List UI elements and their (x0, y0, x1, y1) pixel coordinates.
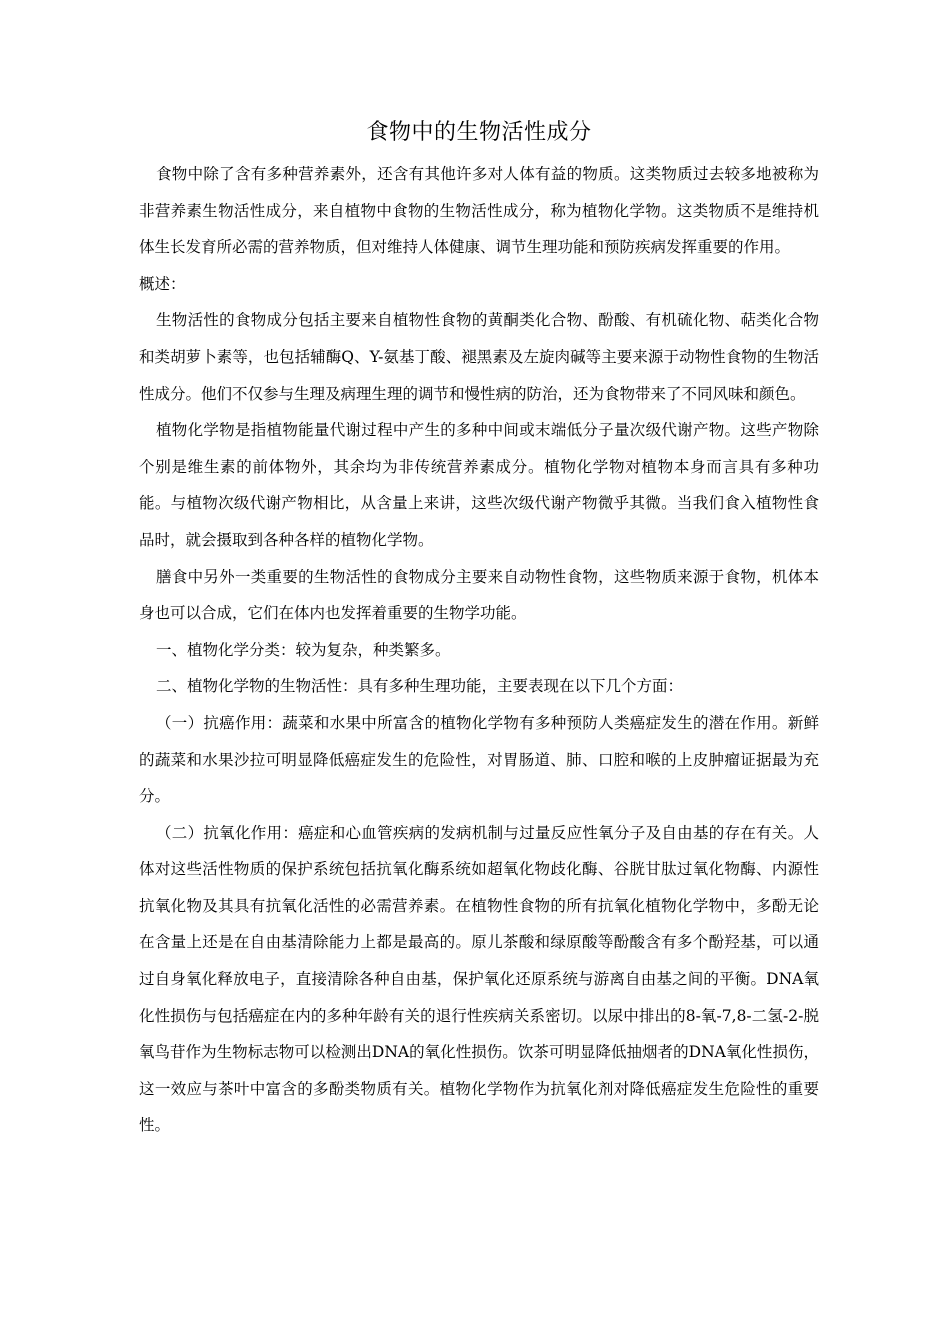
intro-paragraph: 食物中除了含有多种营养素外，还含有其他许多对人体有益的物质。这类物质过去较多地被称为非营养素生物活性成分，来自植物中食物的生物活性成分，称为植物化学物。这类物质不是维持机体生长发育所必需的营养物质，但对维持人体健康、调节生理功能和预防疾病发挥重要的作用。 (139, 165, 819, 257)
animal-source-paragraph: 膳食中另外一类重要的生物活性的食物成分主要来自动物性食物，这些物质来源于食物，机体本身也可以合成，它们在体内也发挥着重要的生物学功能。 (139, 567, 819, 623)
antioxidant-paragraph: （二）抗氧化作用：癌症和心血管疾病的发病机制与过量反应性氧分子及自由基的存在有关。人体对这些活性物质的保护系统包括抗氧化酶系统如超氧化物歧化酶、谷胱甘肽过氧化物酶、内源性抗氧化物及其具有抗氧化活性的必需营养素。在植物性食物的所有抗氧化植物化学物中，多酚无论在含量上还是在自由基清除能力上都是最高的。原儿茶酸和绿原酸等酚酸含有多个酚羟基，可以通过自身氧化释放电子，直接清除各种自由基，保护氧化还原系统与游离自由基之间的平衡。DNA氧化性损伤与包括癌症在内的多种年龄有关的退行性疾病关系密切。以尿中排出的8-氧-7,8-二氢-2-脱氧鸟苷作为生物标志物可以检测出DNA的氧化性损伤。饮茶可明显降低抽烟者的DNA氧化性损伤，这一效应与茶叶中富含的多酚类物质有关。植物化学物作为抗氧化剂对降低癌症发生危险性的重要性。 (139, 823, 819, 1135)
document-body (139, 116, 819, 1144)
classification-section: 一、植物化学分类：较为复杂，种类繁多。 (156, 640, 451, 659)
bioactivity-section: 二、植物化学物的生物活性：具有多种生理功能，主要表现在以下几个方面： (156, 677, 684, 696)
overview-heading: 概述： (139, 274, 186, 293)
phytochemicals-paragraph: 植物化学物是指植物能量代谢过程中产生的多种中间或末端低分子量次级代谢产物。这些产物除个别是维生素的前体物外，其余均为非传统营养素成分。植物化学物对植物本身而言具有多种功能。与植物次级代谢产物相比，从含量上来讲，这些次级代谢产物微乎其微。当我们食入植物性食品时，就会摄取到各种各样的植物化学物。 (139, 421, 819, 549)
bioactive-components-paragraph: 生物活性的食物成分包括主要来自植物性食物的黄酮类化合物、酚酸、有机硫化物、萜类化合物和类胡萝卜素等，也包括辅酶Q、Y-氨基丁酸、褪黑素及左旋肉碱等主要来源于动物性食物的生物活性成分。他们不仅参与生理及病理生理的调节和慢性病的防治，还为食物带来了不同风味和颜色。 (139, 311, 819, 403)
anticancer-paragraph: （一）抗癌作用：蔬菜和水果中所富含的植物化学物有多种预防人类癌症发生的潜在作用。新鲜的蔬菜和水果沙拉可明显降低癌症发生的危险性，对胃肠道、肺、口腔和喉的上皮肿瘤证据最为充分。 (139, 713, 819, 806)
document-title: 食物中的生物活性成分 (366, 120, 592, 145)
